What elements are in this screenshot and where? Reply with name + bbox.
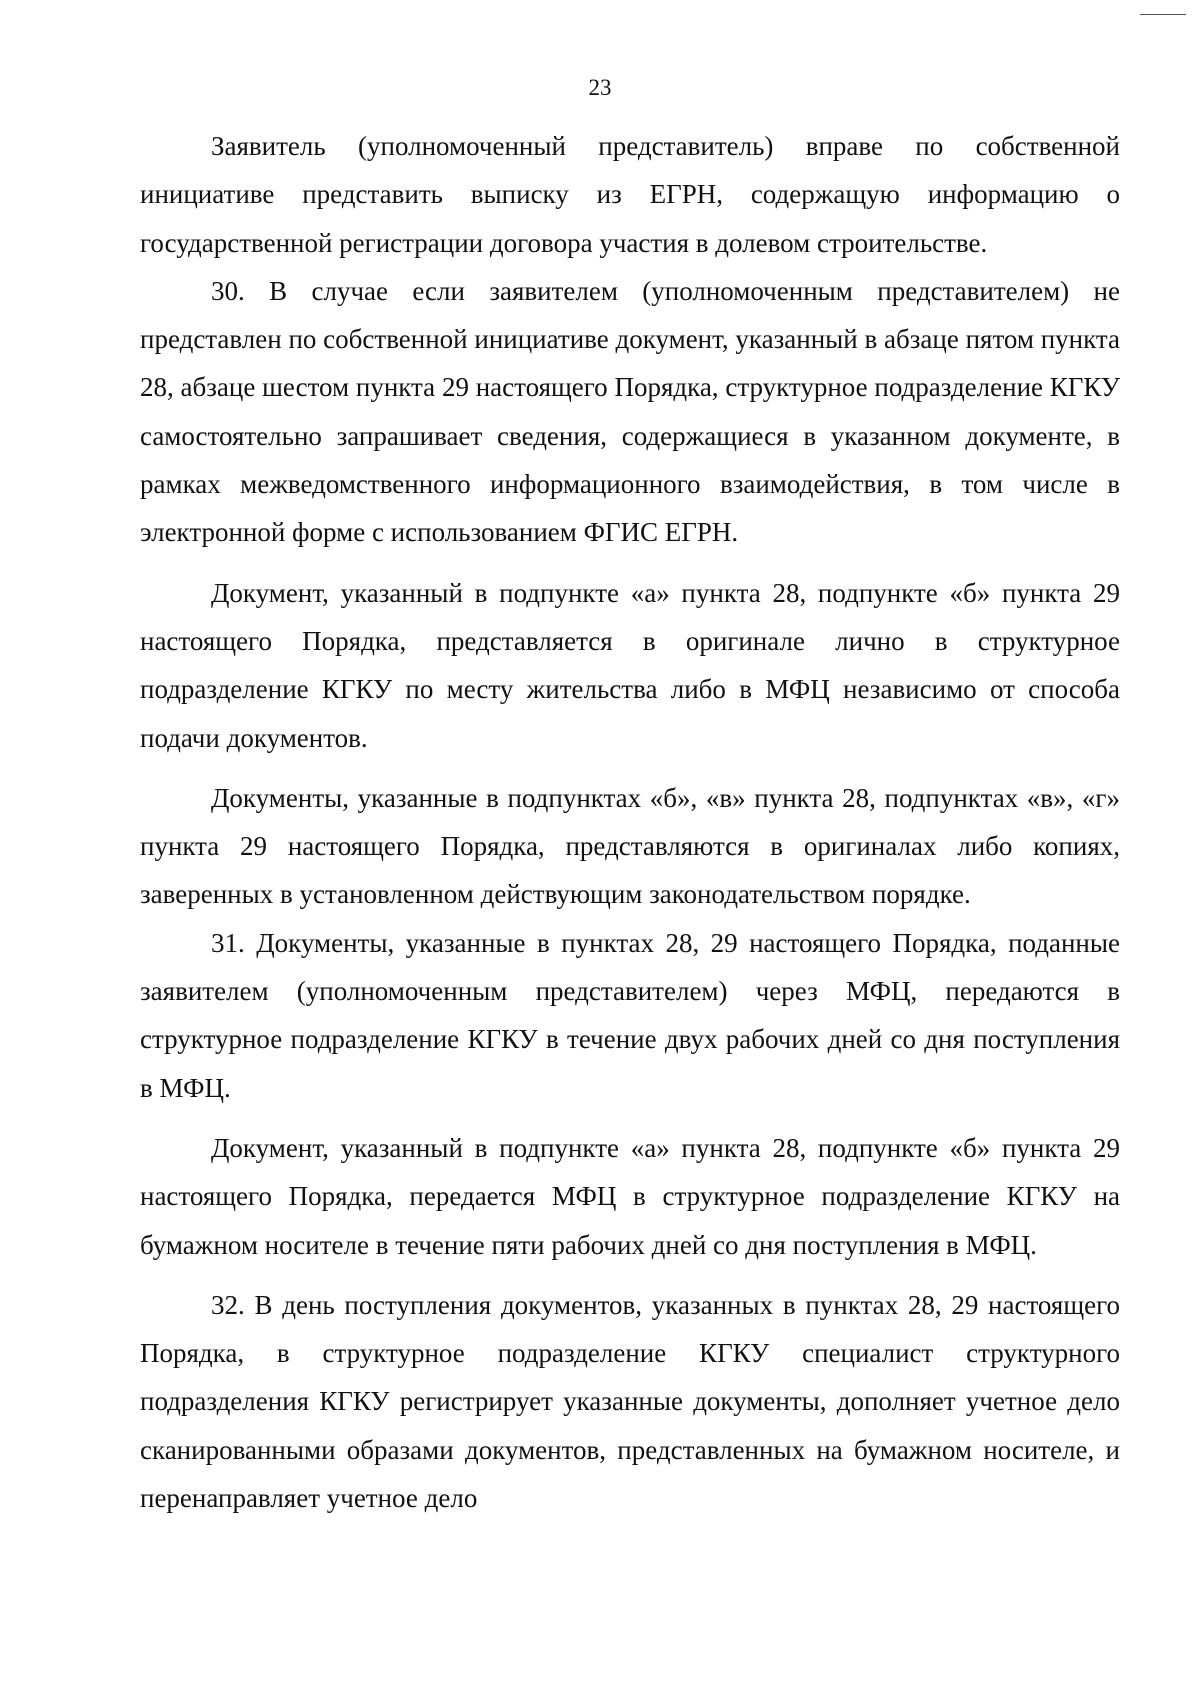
paragraph-item-30: 30. В случае если заявителем (уполномоченным представителем) не представлен по собственной инициативе документ, указанный в абзаце пятом пункта 28, абзаце шестом пункта 29 настоящего Порядка, структурное подразделение КГКУ самостоятельно запрашивает сведения, содержащиеся в указанном документе, в рамках межведомственного информационного взаимодействия, в том числе в электронной форме с использованием ФГИС ЕГРН. [140,275,1120,548]
document-body [140,122,1120,1522]
page-number: 23 [588,75,612,100]
paragraph-paper-transfer: Документ, указанный в подпункте «а» пункта 28, подпункте «б» пункта 29 настоящего Порядка, передается МФЦ в структурное подразделение КГКУ на бумажном носителе в течение пяти рабочих дней со дня поступления в МФЦ. [140,1132,1120,1260]
paragraph-document-copies: Документы, указанные в подпунктах «б», «в» пункта 28, подпунктах «в», «г» пункта 29 настоящего Порядка, представляются в оригиналах либо копиях, заверенных в установленном действующим законодательством порядке. [140,782,1120,910]
paragraph-item-32: 32. В день поступления документов, указанных в пунктах 28, 29 настоящего Порядка, в структурное подразделение КГКУ специалист структурного подразделения КГКУ регистрирует указанные документы, дополняет учетное дело сканированными образами документов, представленных на бумажном носителе, и перенаправляет учетное дело [140,1289,1120,1514]
paragraph-item-31: 31. Документы, указанные в пунктах 28, 29 настоящего Порядка, поданные заявителем (уполномоченным представителем) через МФЦ, передаются в структурное подразделение КГКУ в течение двух рабочих дней со дня поступления в МФЦ. [140,927,1120,1103]
paragraph-original-document: Документ, указанный в подпункте «а» пункта 28, подпункте «б» пункта 29 настоящего Порядка, представляется в оригинале лично в структурное подразделение КГКУ по месту жительства либо в МФЦ независимо от способа подачи документов. [140,577,1120,753]
paragraph-applicant-right: Заявитель (уполномоченный представитель) вправе по собственной инициативе представить выписку из ЕГРН, содержащую информацию о государственной регистрации договора участия в долевом строительстве. [140,131,1120,258]
scan-edge-line [1140,14,1186,15]
